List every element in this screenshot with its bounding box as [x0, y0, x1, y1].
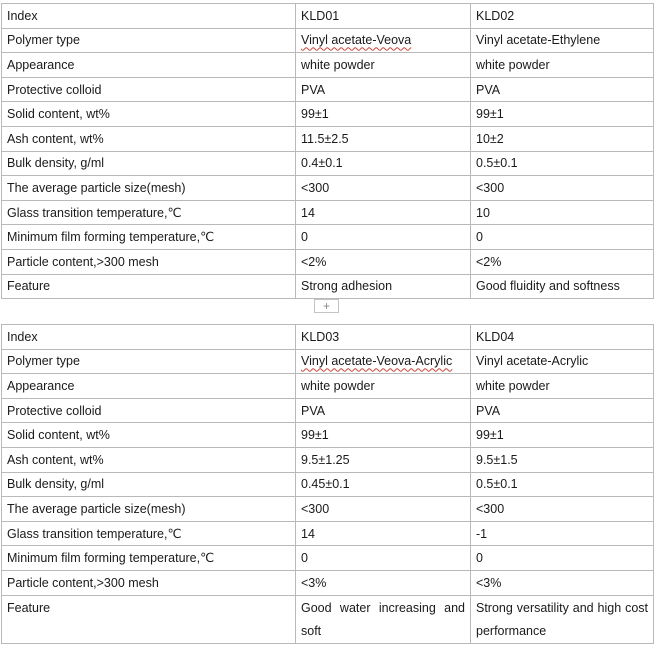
header-index-cell: Index [2, 325, 296, 350]
spellcheck-value: Vinyl acetate-Veova [301, 33, 412, 48]
header-product-cell: KLD01 [296, 4, 471, 29]
value-cell: 10 [471, 200, 654, 225]
value-cell: 14 [296, 200, 471, 225]
value-cell: 0.45±0.1 [296, 472, 471, 497]
spec-table-2 [1, 324, 654, 644]
table-row [2, 423, 654, 448]
table-row [2, 472, 654, 497]
spec-table-1 [1, 3, 654, 299]
table-row [2, 521, 654, 546]
row-label-cell: Particle content,>300 mesh [2, 249, 296, 274]
table-row [2, 447, 654, 472]
table-row [2, 176, 654, 201]
value-cell: white powder [296, 374, 471, 399]
row-label-cell: Feature [2, 274, 296, 299]
value-cell [296, 349, 471, 374]
header-product-cell: KLD03 [296, 325, 471, 350]
value-cell: <3% [471, 570, 654, 595]
row-label-cell: Ash content, wt% [2, 126, 296, 151]
row-label-cell: Protective colloid [2, 398, 296, 423]
value-cell: <2% [296, 249, 471, 274]
value-cell: white powder [471, 53, 654, 78]
value-cell: <300 [471, 497, 654, 522]
table-row [2, 570, 654, 595]
value-cell: 9.5±1.5 [471, 447, 654, 472]
value-cell: PVA [471, 398, 654, 423]
value-cell: 99±1 [296, 423, 471, 448]
table-header-row [2, 325, 654, 350]
value-cell: white powder [471, 374, 654, 399]
header-product-cell: KLD02 [471, 4, 654, 29]
value-cell: 99±1 [296, 102, 471, 127]
table-row [2, 225, 654, 250]
header-product-cell: KLD04 [471, 325, 654, 350]
table-row [2, 595, 654, 643]
row-label-cell: Appearance [2, 53, 296, 78]
row-label-cell: The average particle size(mesh) [2, 497, 296, 522]
table-row [2, 546, 654, 571]
table-row [2, 374, 654, 399]
row-label-cell: Bulk density, g/ml [2, 151, 296, 176]
value-cell: <3% [296, 570, 471, 595]
value-cell: 0 [471, 546, 654, 571]
table-row [2, 77, 654, 102]
value-cell: 0 [296, 546, 471, 571]
value-cell: 0.4±0.1 [296, 151, 471, 176]
value-cell: -1 [471, 521, 654, 546]
table-row [2, 53, 654, 78]
value-cell [296, 28, 471, 53]
row-label-cell: Feature [2, 595, 296, 643]
value-cell: PVA [296, 77, 471, 102]
value-cell: PVA [296, 398, 471, 423]
row-label-cell: Solid content, wt% [2, 423, 296, 448]
row-label-cell: Glass transition temperature,℃ [2, 521, 296, 546]
row-label-cell: Polymer type [2, 28, 296, 53]
value-cell: <300 [296, 497, 471, 522]
table-row [2, 102, 654, 127]
table-row [2, 497, 654, 522]
value-cell: Good water increasing and soft [296, 595, 471, 643]
value-cell: 9.5±1.25 [296, 447, 471, 472]
value-cell: <300 [471, 176, 654, 201]
value-cell: 11.5±2.5 [296, 126, 471, 151]
row-label-cell: Protective colloid [2, 77, 296, 102]
header-index-cell: Index [2, 4, 296, 29]
value-cell: 0.5±0.1 [471, 472, 654, 497]
value-cell: PVA [471, 77, 654, 102]
value-cell: 14 [296, 521, 471, 546]
spellcheck-value: Vinyl acetate-Veova-Acrylic [301, 354, 453, 369]
value-cell: Vinyl acetate-Acrylic [471, 349, 654, 374]
value-cell: 0 [296, 225, 471, 250]
value-cell: Vinyl acetate-Ethylene [471, 28, 654, 53]
value-cell: <2% [471, 249, 654, 274]
row-label-cell: Polymer type [2, 349, 296, 374]
insert-table-plus-button[interactable]: + [314, 299, 339, 313]
value-cell: 99±1 [471, 102, 654, 127]
row-label-cell: Appearance [2, 374, 296, 399]
table-row [2, 398, 654, 423]
value-cell: Strong adhesion [296, 274, 471, 299]
value-cell: 0 [471, 225, 654, 250]
value-cell: Good fluidity and softness [471, 274, 654, 299]
table-row [2, 349, 654, 374]
value-cell: Strong versatility and high cost performance [471, 595, 654, 643]
value-cell: <300 [296, 176, 471, 201]
table-row [2, 28, 654, 53]
table-row [2, 274, 654, 299]
table-header-row [2, 4, 654, 29]
row-label-cell: Glass transition temperature,℃ [2, 200, 296, 225]
value-cell: 10±2 [471, 126, 654, 151]
row-label-cell: Ash content, wt% [2, 447, 296, 472]
value-cell: white powder [296, 53, 471, 78]
row-label-cell: Bulk density, g/ml [2, 472, 296, 497]
row-label-cell: Minimum film forming temperature,℃ [2, 225, 296, 250]
table-row [2, 249, 654, 274]
table-row [2, 200, 654, 225]
row-label-cell: Particle content,>300 mesh [2, 570, 296, 595]
row-label-cell: The average particle size(mesh) [2, 176, 296, 201]
table-row [2, 126, 654, 151]
table-row [2, 151, 654, 176]
value-cell: 99±1 [471, 423, 654, 448]
row-label-cell: Solid content, wt% [2, 102, 296, 127]
value-cell: 0.5±0.1 [471, 151, 654, 176]
row-label-cell: Minimum film forming temperature,℃ [2, 546, 296, 571]
